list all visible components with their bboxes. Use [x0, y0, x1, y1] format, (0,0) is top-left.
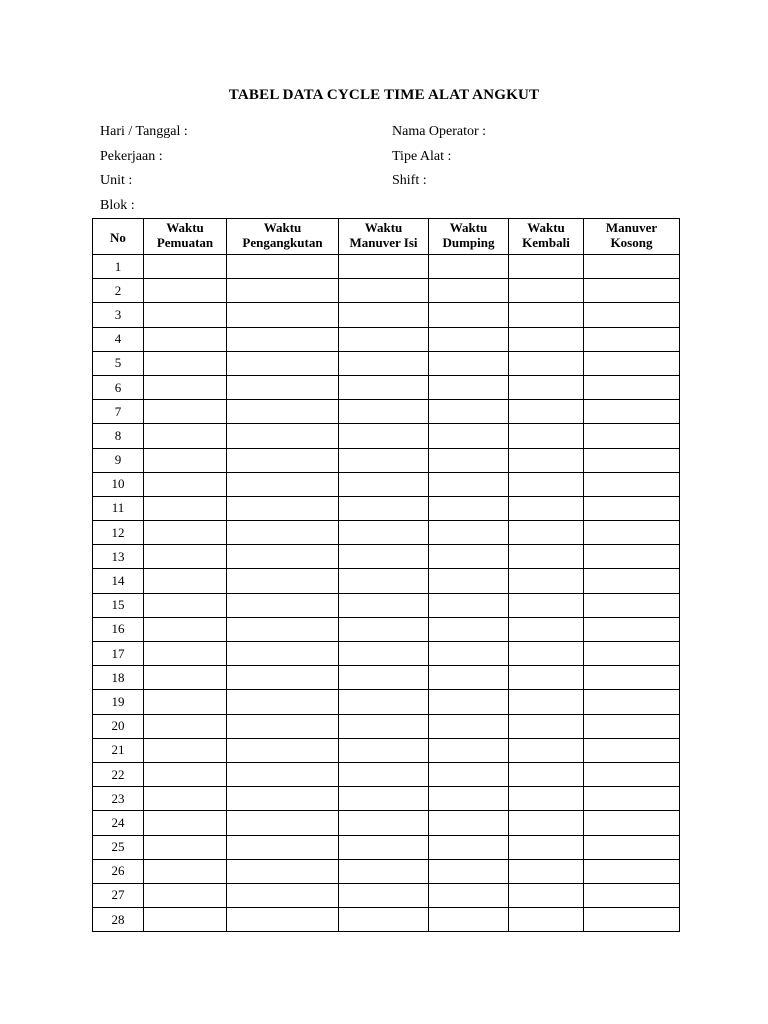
empty-entry-cell[interactable] [144, 714, 227, 738]
empty-entry-cell[interactable] [339, 690, 429, 714]
table-row [93, 424, 680, 448]
empty-entry-cell[interactable] [227, 303, 339, 327]
row-number-cell: 5 [93, 351, 144, 375]
empty-entry-cell[interactable] [584, 327, 680, 351]
empty-entry-cell[interactable] [144, 859, 227, 883]
empty-entry-cell[interactable] [339, 496, 429, 520]
table-row [93, 666, 680, 690]
table-row [93, 496, 680, 520]
row-number-cell: 28 [93, 908, 144, 932]
header-line2: Pemuatan [156, 235, 214, 250]
empty-entry-cell[interactable] [429, 908, 509, 932]
empty-entry-cell[interactable] [429, 859, 509, 883]
header-no [93, 219, 144, 255]
empty-entry-cell[interactable] [227, 521, 339, 545]
empty-entry-cell[interactable] [509, 593, 584, 617]
empty-entry-cell[interactable] [227, 908, 339, 932]
empty-entry-cell[interactable] [429, 303, 509, 327]
empty-entry-cell[interactable] [584, 303, 680, 327]
row-number-cell: 21 [93, 738, 144, 762]
row-number-cell: 10 [93, 472, 144, 496]
empty-entry-cell[interactable] [339, 714, 429, 738]
empty-entry-cell[interactable] [584, 472, 680, 496]
hari-tanggal-label: Hari / Tanggal : [100, 124, 188, 139]
header-line2: Kosong [610, 235, 653, 250]
empty-entry-cell[interactable] [584, 424, 680, 448]
empty-entry-cell[interactable] [509, 883, 584, 907]
empty-entry-cell[interactable] [429, 448, 509, 472]
shift-label: Shift : [392, 173, 427, 188]
empty-entry-cell[interactable] [429, 279, 509, 303]
empty-entry-cell[interactable] [509, 714, 584, 738]
empty-entry-cell[interactable] [144, 351, 227, 375]
empty-entry-cell[interactable] [144, 787, 227, 811]
row-number-cell: 20 [93, 714, 144, 738]
empty-entry-cell[interactable] [339, 400, 429, 424]
table-row [93, 351, 680, 375]
nama-operator-label: Nama Operator : [392, 124, 487, 139]
empty-entry-cell[interactable] [429, 617, 509, 641]
empty-entry-cell[interactable] [429, 351, 509, 375]
empty-entry-cell[interactable] [509, 375, 584, 399]
empty-entry-cell[interactable] [144, 883, 227, 907]
table-row [93, 472, 680, 496]
empty-entry-cell[interactable] [339, 375, 429, 399]
row-number-cell: 13 [93, 545, 144, 569]
table-row [93, 738, 680, 762]
empty-entry-cell[interactable] [509, 496, 584, 520]
empty-entry-cell[interactable] [584, 883, 680, 907]
row-number-cell: 12 [93, 521, 144, 545]
empty-entry-cell[interactable] [429, 811, 509, 835]
empty-entry-cell[interactable] [339, 908, 429, 932]
empty-entry-cell[interactable] [227, 569, 339, 593]
empty-entry-cell[interactable] [584, 738, 680, 762]
empty-entry-cell[interactable] [339, 255, 429, 279]
empty-entry-cell[interactable] [227, 642, 339, 666]
empty-entry-cell[interactable] [429, 521, 509, 545]
empty-entry-cell[interactable] [584, 448, 680, 472]
row-number-cell: 26 [93, 859, 144, 883]
empty-entry-cell[interactable] [227, 738, 339, 762]
row-number-cell: 8 [93, 424, 144, 448]
table-row [93, 617, 680, 641]
table-row [93, 762, 680, 786]
empty-entry-cell[interactable] [584, 617, 680, 641]
empty-entry-cell[interactable] [144, 255, 227, 279]
empty-entry-cell[interactable] [509, 569, 584, 593]
empty-entry-cell[interactable] [227, 545, 339, 569]
empty-entry-cell[interactable] [429, 400, 509, 424]
empty-entry-cell[interactable] [339, 351, 429, 375]
empty-entry-cell[interactable] [429, 375, 509, 399]
row-number-cell: 16 [93, 617, 144, 641]
empty-entry-cell[interactable] [144, 472, 227, 496]
empty-entry-cell[interactable] [339, 617, 429, 641]
row-number-cell: 23 [93, 787, 144, 811]
empty-entry-cell[interactable] [584, 375, 680, 399]
empty-entry-cell[interactable] [339, 883, 429, 907]
empty-entry-cell[interactable] [339, 545, 429, 569]
empty-entry-cell[interactable] [429, 472, 509, 496]
empty-entry-cell[interactable] [339, 859, 429, 883]
row-number-cell: 24 [93, 811, 144, 835]
empty-entry-cell[interactable] [509, 859, 584, 883]
empty-entry-cell[interactable] [339, 424, 429, 448]
header-no-label: No [110, 229, 126, 245]
empty-entry-cell[interactable] [339, 303, 429, 327]
row-number-cell: 1 [93, 255, 144, 279]
empty-entry-cell[interactable] [227, 448, 339, 472]
empty-entry-cell[interactable] [509, 303, 584, 327]
table-row [93, 642, 680, 666]
empty-entry-cell[interactable] [509, 617, 584, 641]
empty-entry-cell[interactable] [339, 279, 429, 303]
table-row [93, 255, 680, 279]
empty-entry-cell[interactable] [584, 593, 680, 617]
empty-entry-cell[interactable] [429, 255, 509, 279]
empty-entry-cell[interactable] [144, 617, 227, 641]
empty-entry-cell[interactable] [509, 472, 584, 496]
header-waktu-dumping [429, 219, 509, 255]
table-row [93, 835, 680, 859]
empty-entry-cell[interactable] [144, 327, 227, 351]
empty-entry-cell[interactable] [227, 496, 339, 520]
empty-entry-cell[interactable] [509, 255, 584, 279]
row-number-cell: 22 [93, 762, 144, 786]
table-row [93, 787, 680, 811]
empty-entry-cell[interactable] [429, 424, 509, 448]
empty-entry-cell[interactable] [339, 762, 429, 786]
row-number-cell: 9 [93, 448, 144, 472]
empty-entry-cell[interactable] [509, 690, 584, 714]
empty-entry-cell[interactable] [227, 375, 339, 399]
empty-entry-cell[interactable] [509, 448, 584, 472]
row-number-cell: 19 [93, 690, 144, 714]
empty-entry-cell[interactable] [339, 666, 429, 690]
empty-entry-cell[interactable] [429, 327, 509, 351]
empty-entry-cell[interactable] [509, 327, 584, 351]
table-row [93, 690, 680, 714]
header-waktu-manuver-isi [339, 219, 429, 255]
empty-entry-cell[interactable] [509, 835, 584, 859]
empty-entry-cell[interactable] [144, 569, 227, 593]
table-row [93, 859, 680, 883]
empty-entry-cell[interactable] [339, 738, 429, 762]
header-line1: Waktu [166, 220, 204, 235]
empty-entry-cell[interactable] [584, 545, 680, 569]
empty-entry-cell[interactable] [227, 351, 339, 375]
empty-entry-cell[interactable] [509, 279, 584, 303]
empty-entry-cell[interactable] [227, 762, 339, 786]
empty-entry-cell[interactable] [509, 642, 584, 666]
empty-entry-cell[interactable] [429, 883, 509, 907]
table-row [93, 593, 680, 617]
empty-entry-cell[interactable] [339, 521, 429, 545]
row-number-cell: 2 [93, 279, 144, 303]
empty-entry-cell[interactable] [144, 666, 227, 690]
header-line2: Pengangkutan [242, 235, 323, 250]
empty-entry-cell[interactable] [144, 545, 227, 569]
empty-entry-cell[interactable] [144, 690, 227, 714]
header-line1: Manuver [605, 220, 658, 235]
empty-entry-cell[interactable] [584, 714, 680, 738]
empty-entry-cell[interactable] [584, 521, 680, 545]
empty-entry-cell[interactable] [584, 496, 680, 520]
empty-entry-cell[interactable] [227, 811, 339, 835]
empty-entry-cell[interactable] [227, 787, 339, 811]
page-title: TABEL DATA CYCLE TIME ALAT ANGKUT [228, 87, 540, 103]
empty-entry-cell[interactable] [144, 496, 227, 520]
empty-entry-cell[interactable] [429, 762, 509, 786]
empty-entry-cell[interactable] [509, 908, 584, 932]
table-row [93, 569, 680, 593]
empty-entry-cell[interactable] [584, 666, 680, 690]
empty-entry-cell[interactable] [584, 351, 680, 375]
table-row [93, 883, 680, 907]
empty-entry-cell[interactable] [339, 835, 429, 859]
empty-entry-cell[interactable] [584, 255, 680, 279]
row-number-cell: 14 [93, 569, 144, 593]
row-number-cell: 27 [93, 883, 144, 907]
empty-entry-cell[interactable] [429, 714, 509, 738]
empty-entry-cell[interactable] [144, 424, 227, 448]
empty-entry-cell[interactable] [509, 762, 584, 786]
empty-entry-cell[interactable] [227, 472, 339, 496]
empty-entry-cell[interactable] [509, 400, 584, 424]
empty-entry-cell[interactable] [584, 569, 680, 593]
empty-entry-cell[interactable] [227, 400, 339, 424]
empty-entry-cell[interactable] [339, 787, 429, 811]
tipe-alat-label: Tipe Alat : [392, 149, 452, 164]
empty-entry-cell[interactable] [144, 303, 227, 327]
empty-entry-cell[interactable] [429, 835, 509, 859]
header-line1: Waktu [263, 220, 302, 235]
table-row [93, 545, 680, 569]
empty-entry-cell[interactable] [144, 448, 227, 472]
empty-entry-cell[interactable] [429, 593, 509, 617]
empty-entry-cell[interactable] [144, 738, 227, 762]
empty-entry-cell[interactable] [144, 593, 227, 617]
blok-label: Blok : [100, 198, 135, 213]
empty-entry-cell[interactable] [584, 642, 680, 666]
header-line2: Kembali [522, 235, 570, 250]
empty-entry-cell[interactable] [227, 883, 339, 907]
empty-entry-cell[interactable] [584, 811, 680, 835]
empty-entry-cell[interactable] [584, 908, 680, 932]
empty-entry-cell[interactable] [584, 787, 680, 811]
empty-entry-cell[interactable] [584, 835, 680, 859]
row-number-cell: 3 [93, 303, 144, 327]
empty-entry-cell[interactable] [509, 351, 584, 375]
table-row [93, 448, 680, 472]
empty-entry-cell[interactable] [584, 279, 680, 303]
empty-entry-cell[interactable] [584, 859, 680, 883]
empty-entry-cell[interactable] [227, 593, 339, 617]
table-row [93, 303, 680, 327]
empty-entry-cell[interactable] [509, 545, 584, 569]
empty-entry-cell[interactable] [429, 666, 509, 690]
table-row [93, 908, 680, 932]
empty-entry-cell[interactable] [584, 762, 680, 786]
empty-entry-cell[interactable] [584, 400, 680, 424]
empty-entry-cell[interactable] [509, 787, 584, 811]
table-row [93, 714, 680, 738]
header-line1: Waktu [527, 220, 565, 235]
header-line1: Waktu [449, 220, 488, 235]
header-waktu-kembali [509, 219, 584, 255]
row-number-cell: 4 [93, 327, 144, 351]
empty-entry-cell[interactable] [429, 496, 509, 520]
empty-entry-cell[interactable] [339, 593, 429, 617]
empty-entry-cell[interactable] [144, 375, 227, 399]
empty-entry-cell[interactable] [227, 835, 339, 859]
header-waktu-pengangkutan [227, 219, 339, 255]
empty-entry-cell[interactable] [227, 255, 339, 279]
pekerjaan-label: Pekerjaan : [100, 149, 163, 164]
empty-entry-cell[interactable] [144, 762, 227, 786]
row-number-cell: 25 [93, 835, 144, 859]
row-number-cell: 7 [93, 400, 144, 424]
empty-entry-cell[interactable] [509, 811, 584, 835]
row-number-cell: 18 [93, 666, 144, 690]
table-row [93, 811, 680, 835]
empty-entry-cell[interactable] [227, 859, 339, 883]
table-row [93, 400, 680, 424]
cycle-time-table [92, 218, 680, 932]
empty-entry-cell[interactable] [429, 738, 509, 762]
empty-entry-cell[interactable] [339, 448, 429, 472]
header-manuver-kosong [584, 219, 680, 255]
table-body [93, 255, 680, 932]
empty-entry-cell[interactable] [227, 279, 339, 303]
table-row [93, 375, 680, 399]
empty-entry-cell[interactable] [227, 617, 339, 641]
header-line2: Manuver Isi [349, 235, 418, 250]
row-number-cell: 17 [93, 642, 144, 666]
empty-entry-cell[interactable] [144, 400, 227, 424]
empty-entry-cell[interactable] [339, 327, 429, 351]
empty-entry-cell[interactable] [429, 690, 509, 714]
empty-entry-cell[interactable] [584, 690, 680, 714]
empty-entry-cell[interactable] [227, 690, 339, 714]
row-number-cell: 15 [93, 593, 144, 617]
header-waktu-pemuatan [144, 219, 227, 255]
table-row [93, 521, 680, 545]
unit-label: Unit : [100, 173, 133, 188]
empty-entry-cell[interactable] [339, 569, 429, 593]
empty-entry-cell[interactable] [509, 521, 584, 545]
empty-entry-cell[interactable] [509, 424, 584, 448]
header-line1: Waktu [364, 220, 403, 235]
empty-entry-cell[interactable] [339, 472, 429, 496]
row-number-cell: 11 [93, 496, 144, 520]
empty-entry-cell[interactable] [429, 787, 509, 811]
empty-entry-cell[interactable] [509, 666, 584, 690]
empty-entry-cell[interactable] [429, 545, 509, 569]
empty-entry-cell[interactable] [429, 569, 509, 593]
empty-entry-cell[interactable] [144, 521, 227, 545]
empty-entry-cell[interactable] [144, 908, 227, 932]
empty-entry-cell[interactable] [144, 811, 227, 835]
empty-entry-cell[interactable] [227, 666, 339, 690]
empty-entry-cell[interactable] [227, 327, 339, 351]
empty-entry-cell[interactable] [227, 714, 339, 738]
header-line2: Dumping [442, 235, 495, 250]
row-number-cell: 6 [93, 375, 144, 399]
empty-entry-cell[interactable] [429, 642, 509, 666]
empty-entry-cell[interactable] [339, 811, 429, 835]
table-row [93, 279, 680, 303]
empty-entry-cell[interactable] [227, 424, 339, 448]
table-header-row [93, 219, 680, 255]
empty-entry-cell[interactable] [144, 642, 227, 666]
table-row [93, 327, 680, 351]
empty-entry-cell[interactable] [339, 642, 429, 666]
empty-entry-cell[interactable] [144, 835, 227, 859]
empty-entry-cell[interactable] [144, 279, 227, 303]
empty-entry-cell[interactable] [509, 738, 584, 762]
